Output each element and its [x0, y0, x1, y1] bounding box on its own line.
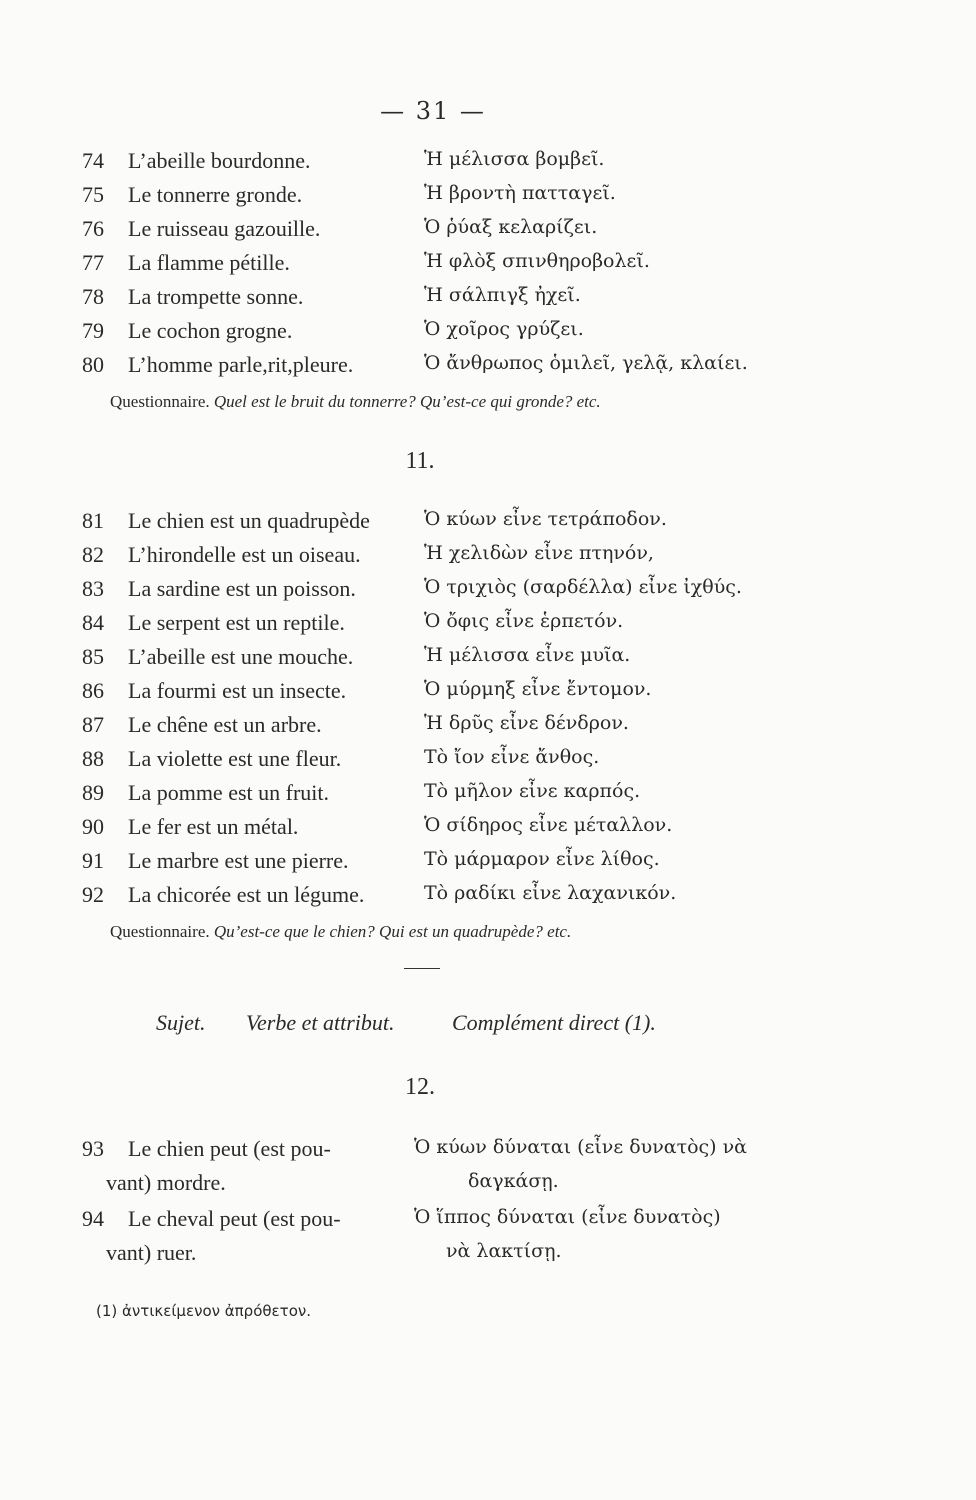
sentence-row [0, 678, 976, 710]
french-sentence: Le chien peut (est pou- [128, 1136, 331, 1161]
greek-sentence: Ἡ χελιδὼν εἶνε πτηνόν, [424, 542, 654, 564]
sentence-row [0, 352, 976, 384]
sentence-row [0, 284, 976, 316]
sentence-number: 85 [82, 644, 104, 669]
sentence-number: 83 [82, 576, 104, 601]
french-sentence: La chicorée est un légume. [128, 882, 365, 907]
section-heading: 11. [405, 448, 435, 474]
greek-sentence: Τὸ ραδίκι εἶνε λαχανικόν. [424, 882, 677, 904]
sentence-number: 82 [82, 542, 104, 567]
sentence-number: 89 [82, 780, 104, 805]
sentence-row [0, 848, 976, 880]
greek-sentence: Ὁ τριχιὸς (σαρδέλλα) εἶνε ἰχθύς. [424, 576, 742, 598]
french-sentence: L’homme parle,rit,pleure. [128, 352, 354, 377]
questionnaire-text: Quel est le bruit du tonnerre? Qu’est-ce qui gronde? etc. [213, 392, 601, 411]
sentence-number: 86 [82, 678, 104, 703]
sentence-number: 90 [82, 814, 104, 839]
greek-sentence: Ἡ μέλισσα βομβεῖ. [424, 148, 605, 170]
questionnaire-line [110, 392, 601, 412]
greek-sentence: Ὁ χοῖρος γρύζει. [424, 318, 584, 340]
sentence-row [0, 610, 976, 642]
questionnaire-label: Questionnaire. [110, 922, 210, 941]
sentence-number: 88 [82, 746, 104, 771]
french-sentence: Le ruisseau gazouille. [128, 216, 321, 241]
sentence-row [0, 712, 976, 744]
sentence-number: 76 [82, 216, 104, 241]
label-complement: Complément direct (1). [452, 1010, 656, 1035]
sentence-number: 87 [82, 712, 104, 737]
greek-sentence: Ὁ κύων εἶνε τετράποδον. [424, 508, 667, 530]
greek-sentence: Ὁ κύων δύναται (εἶνε δυνατὸς) νὰ [414, 1136, 748, 1158]
sentence-row [0, 182, 976, 214]
sentence-number: 81 [82, 508, 104, 533]
greek-sentence: Ἡ δρῦς εἶνε δένδρον. [424, 712, 629, 734]
sentence-row [0, 814, 976, 846]
french-sentence: La sardine est un poisson. [128, 576, 356, 601]
section-heading: 12. [405, 1074, 435, 1100]
greek-sentence: Ἡ σάλπιγξ ἠχεῖ. [424, 284, 581, 306]
sentence-row-continuation [0, 1240, 976, 1272]
greek-sentence: Ὁ ἵππος δύναται (εἶνε δυνατὸς) [414, 1206, 721, 1228]
sentence-number: 74 [82, 148, 104, 173]
french-sentence: L’abeille est une mouche. [128, 644, 354, 669]
sentence-row [0, 882, 976, 914]
french-sentence: La pomme est un fruit. [128, 780, 330, 805]
french-sentence: La fourmi est un insecte. [128, 678, 347, 703]
questionnaire-text: Qu’est-ce que le chien? Qui est un quadrupède? etc. [213, 922, 572, 941]
greek-sentence: Τὸ μάρμαρον εἶνε λίθος. [424, 848, 660, 870]
footnote: (1) ἀντικείμενον ἀπρόθετον. [96, 1302, 312, 1320]
divider [404, 968, 440, 969]
sentence-number: 94 [82, 1206, 104, 1231]
french-sentence: Le tonnerre gronde. [128, 182, 303, 207]
french-sentence: Le chêne est un arbre. [128, 712, 322, 737]
greek-sentence: Ἡ βροντὴ πατταγεῖ. [424, 182, 616, 204]
greek-sentence: Ὁ ἄνθρωπος ὁμιλεῖ, γελᾷ, κλαίει. [424, 352, 748, 374]
label-sujet: Sujet. [156, 1010, 206, 1035]
sentence-row [0, 250, 976, 282]
french-sentence: L’abeille bourdonne. [128, 148, 311, 173]
greek-sentence: δαγκάσῃ. [468, 1170, 559, 1192]
french-sentence: Le cochon grogne. [128, 318, 293, 343]
greek-sentence: Τὸ μῆλον εἶνε καρπός. [424, 780, 641, 802]
greek-sentence: Τὸ ἴον εἶνε ἄνθος. [424, 746, 600, 768]
sentence-row [0, 780, 976, 812]
sentence-row [0, 1206, 976, 1238]
sentence-row [0, 746, 976, 778]
sentence-number: 80 [82, 352, 104, 377]
questionnaire-line [110, 922, 571, 942]
sentence-number: 93 [82, 1136, 104, 1161]
french-sentence: La flamme pétille. [128, 250, 290, 275]
french-sentence: Le serpent est un reptile. [128, 610, 345, 635]
sentence-number: 84 [82, 610, 104, 635]
page-number: — 31 — [380, 97, 486, 125]
sentence-row [0, 216, 976, 248]
french-sentence: Le cheval peut (est pou- [128, 1206, 341, 1231]
sentence-number: 75 [82, 182, 104, 207]
french-sentence: La violette est une fleur. [128, 746, 342, 771]
french-sentence: vant) ruer. [106, 1240, 197, 1265]
sentence-row [0, 576, 976, 608]
sentence-row-continuation [0, 1170, 976, 1202]
sentence-row [0, 508, 976, 540]
questionnaire-label: Questionnaire. [110, 392, 210, 411]
french-sentence: Le marbre est une pierre. [128, 848, 349, 873]
sentence-number: 91 [82, 848, 104, 873]
sentence-row [0, 1136, 976, 1168]
greek-sentence: Ὁ ὄφις εἶνε ἑρπετόν. [424, 610, 624, 632]
sentence-number: 92 [82, 882, 104, 907]
sentence-number: 79 [82, 318, 104, 343]
greek-sentence: Ἡ φλὸξ σπινθηροβολεῖ. [424, 250, 650, 272]
sentence-number: 77 [82, 250, 104, 275]
french-sentence: Le chien est un quadrupède [128, 508, 370, 533]
greek-sentence: νὰ λακτίσῃ. [446, 1240, 562, 1262]
french-sentence: L’hirondelle est un oiseau. [128, 542, 361, 567]
greek-sentence: Ὁ ῥύαξ κελαρίζει. [424, 216, 598, 238]
sentence-row [0, 644, 976, 676]
sentence-row [0, 148, 976, 180]
greek-sentence: Ὁ μύρμηξ εἶνε ἔντομον. [424, 678, 652, 700]
french-sentence: vant) mordre. [106, 1170, 226, 1195]
greek-sentence: Ἡ μέλισσα εἶνε μυῖα. [424, 644, 631, 666]
sentence-number: 78 [82, 284, 104, 309]
french-sentence: La trompette sonne. [128, 284, 304, 309]
greek-sentence: Ὁ σίδηρος εἶνε μέταλλον. [424, 814, 673, 836]
french-sentence: Le fer est un métal. [128, 814, 299, 839]
sentence-row [0, 318, 976, 350]
sentence-row [0, 542, 976, 574]
label-verbe: Verbe et attribut. [246, 1010, 395, 1035]
